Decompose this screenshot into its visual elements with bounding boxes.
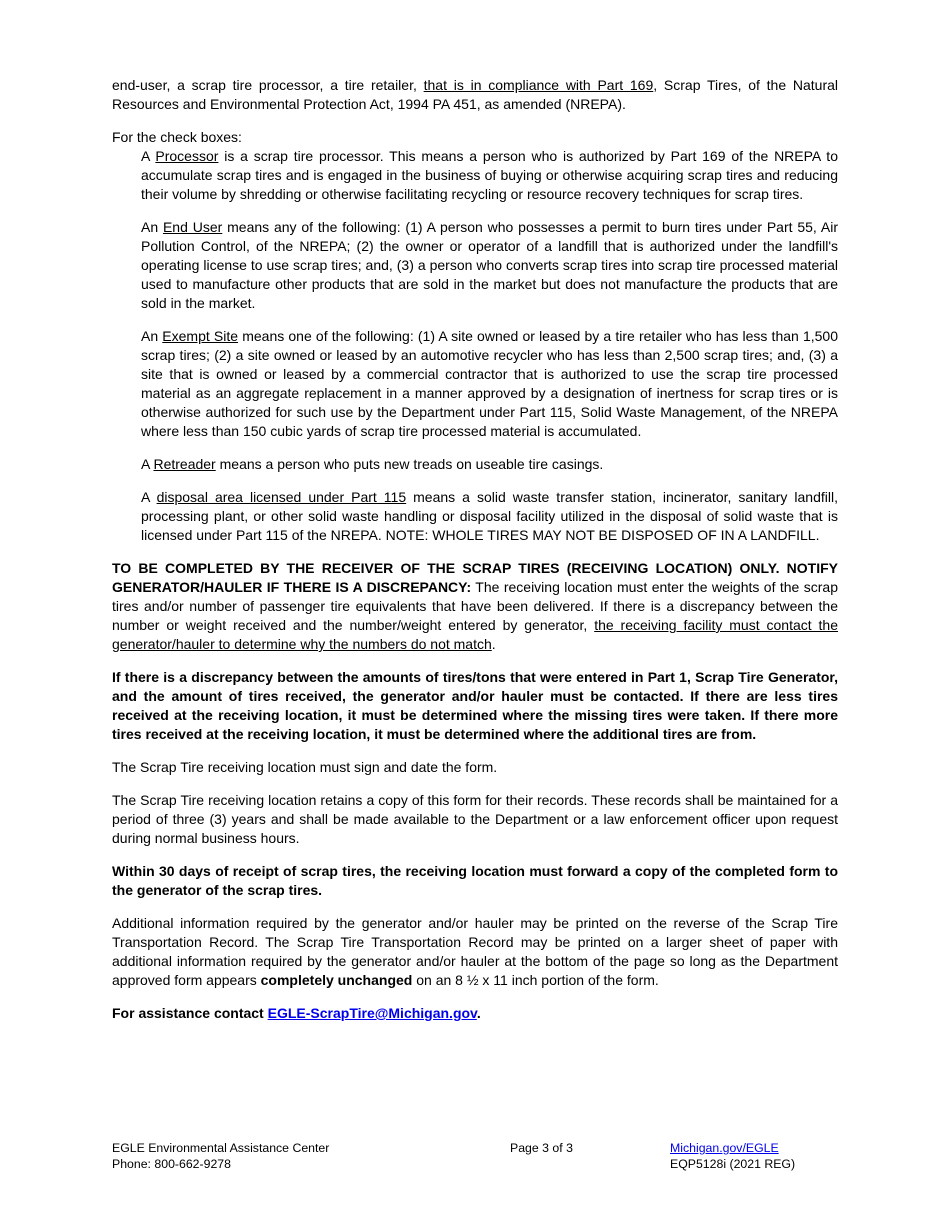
footer-phone: Phone: 800-662-9278 xyxy=(112,1157,231,1171)
text-segment: The receiving location must enter the weights of the scrap tires and/or number of passenger tire equivalents that have been delivered. If there is a discrepancy between the number or weight received and the number/weight entered by generator, xyxy=(112,579,838,633)
text-segment: For the check boxes: xyxy=(112,129,242,145)
page-footer xyxy=(112,1140,838,1172)
text-segment: on an 8 ½ x 11 inch portion of the form. xyxy=(412,972,659,988)
footer-form-number: EQP5128i (2021 REG) xyxy=(670,1157,796,1171)
processor-definition xyxy=(141,147,838,204)
text-segment: means one of the following: (1) A site owned or leased by a tire retailer who has less than 1,500 scrap tires; (2) a site owned or leased by an automotive recycler who has less than 2,500 scrap tires; and, (3) a site that is owned or leased by a commercial contractor that is authorized to use the scrap tire processed material as an aggregate replacement in a manner approved by a designation of inertness for scrap tires or is otherwise authorized for such use by the Department under Part 115, Solid Waste Management, of the NREPA where less than 150 cubic yards of scrap tire processed material is accumulated. xyxy=(141,328,838,439)
sign-date-instruction xyxy=(112,758,838,777)
forward-copy-instruction xyxy=(112,862,838,900)
discrepancy-paragraph xyxy=(112,668,838,744)
text-segment: means a person who puts new treads on useable tire casings. xyxy=(215,456,604,472)
text-segment: , Scrap Tires, of the Natural Resources and Environmental Protection Act, 1994 PA 451, as amended (NREPA). xyxy=(112,77,838,112)
text-segment: An xyxy=(141,219,163,235)
text-segment: TO BE COMPLETED BY THE RECEIVER OF THE SCRAP TIRES (RECEIVING LOCATION) ONLY. NOTIFY GENERATOR/HAULER IF THERE IS A DISCREPANCY: xyxy=(112,560,838,595)
footer-org: EGLE Environmental Assistance Center xyxy=(112,1141,330,1155)
text-segment: is a scrap tire processor. This means a person who is authorized by Part 169 of the NREPA to accumulate scrap tires and is engaged in the business of buying or otherwise acquiring scrap tires and reducing their volume by shredding or otherwise facilitating recycling or resource recovery techniques for scrap tires. xyxy=(141,148,838,202)
text-segment: Processor xyxy=(155,148,219,164)
text-segment: The Scrap Tire receiving location retains a copy of this form for their records. These records shall be maintained for a period of three (3) years and shall be made available to the Department or a law enforcement officer upon request during normal business hours. xyxy=(112,792,838,846)
text-segment: . xyxy=(491,636,496,652)
text-segment: A xyxy=(141,489,157,505)
assistance-email-link[interactable]: EGLE-ScrapTire@Michigan.gov xyxy=(267,1005,477,1021)
intro-paragraph xyxy=(112,76,838,114)
text-segment: . xyxy=(476,1005,481,1021)
retreader-definition xyxy=(141,455,838,474)
text-segment: A xyxy=(141,148,156,164)
text-segment: An xyxy=(141,328,163,344)
text-segment: the receiving facility must contact the generator/hauler to determine why the numbers do not match xyxy=(112,617,838,652)
receiver-instructions xyxy=(112,559,838,654)
assistance-contact xyxy=(112,1004,838,1023)
text-segment: A xyxy=(141,456,154,472)
additional-information xyxy=(112,914,838,990)
text-segment: Within 30 days of receipt of scrap tires, the receiving location must forward a copy of the completed form to the generator of the scrap tires. xyxy=(112,863,838,898)
text-segment: means a solid waste transfer station, incinerator, sanitary landfill, processing plant, or other solid waste handling or disposal facility utilized in the disposal of solid waste that is licensed under Part 115 of the NREPA. NOTE: WHOLE TIRES MAY NOT BE DISPOSED OF IN A LANDFILL. xyxy=(141,489,838,543)
text-segment: Exempt Site xyxy=(162,328,239,344)
check-boxes-heading xyxy=(112,128,838,147)
text-segment: disposal area licensed under Part 115 xyxy=(156,489,407,505)
text-segment: completely unchanged xyxy=(260,972,413,988)
egle-website-link[interactable]: Michigan.gov/EGLE xyxy=(670,1141,779,1155)
text-segment: means any of the following: (1) A person who possesses a permit to burn tires under Part 55, Air Pollution Control, of the NREPA; (2) the owner or operator of a landfill that is authorized under the landfill's operating license to use scrap tires; and, (3) a person who converts scrap tires into scrap tire processed material used to manufacture other products that are sold in the market but does not manufacture the products that are sold in the market. xyxy=(141,219,838,311)
text-segment: End User xyxy=(162,219,223,235)
text-segment: The Scrap Tire receiving location must sign and date the form. xyxy=(112,759,498,775)
text-segment: end-user, a scrap tire processor, a tire retailer, xyxy=(112,77,424,93)
document-content xyxy=(112,76,838,1037)
footer-left xyxy=(112,1140,510,1172)
exempt-site-definition xyxy=(141,327,838,441)
text-segment: that is in compliance with Part 169 xyxy=(423,77,654,93)
footer-right xyxy=(670,1140,838,1172)
text-segment: Additional information required by the generator and/or hauler may be printed on the reverse of the Scrap Tire Transportation Record. The Scrap Tire Transportation Record may be printed on a larger sheet of paper with additional information required by the generator and/or hauler at the bottom of the page so long as the Department approved form appears xyxy=(112,915,838,988)
text-segment: If there is a discrepancy between the amounts of tires/tons that were entered in Part 1, Scrap Tire Generator, and the amount of tires received, the generator and/or hauler must be contacted. If there are less tires received at the receiving location, it must be determined where the missing tires were taken. If there more tires received at the receiving location, it must be determined where the additional tires are from. xyxy=(112,669,838,742)
end-user-definition xyxy=(141,218,838,313)
footer-page-number: Page 3 of 3 xyxy=(510,1141,573,1155)
text-segment: Retreader xyxy=(153,456,216,472)
records-retention xyxy=(112,791,838,848)
text-segment: For assistance contact xyxy=(112,1005,268,1021)
disposal-area-definition xyxy=(141,488,838,545)
